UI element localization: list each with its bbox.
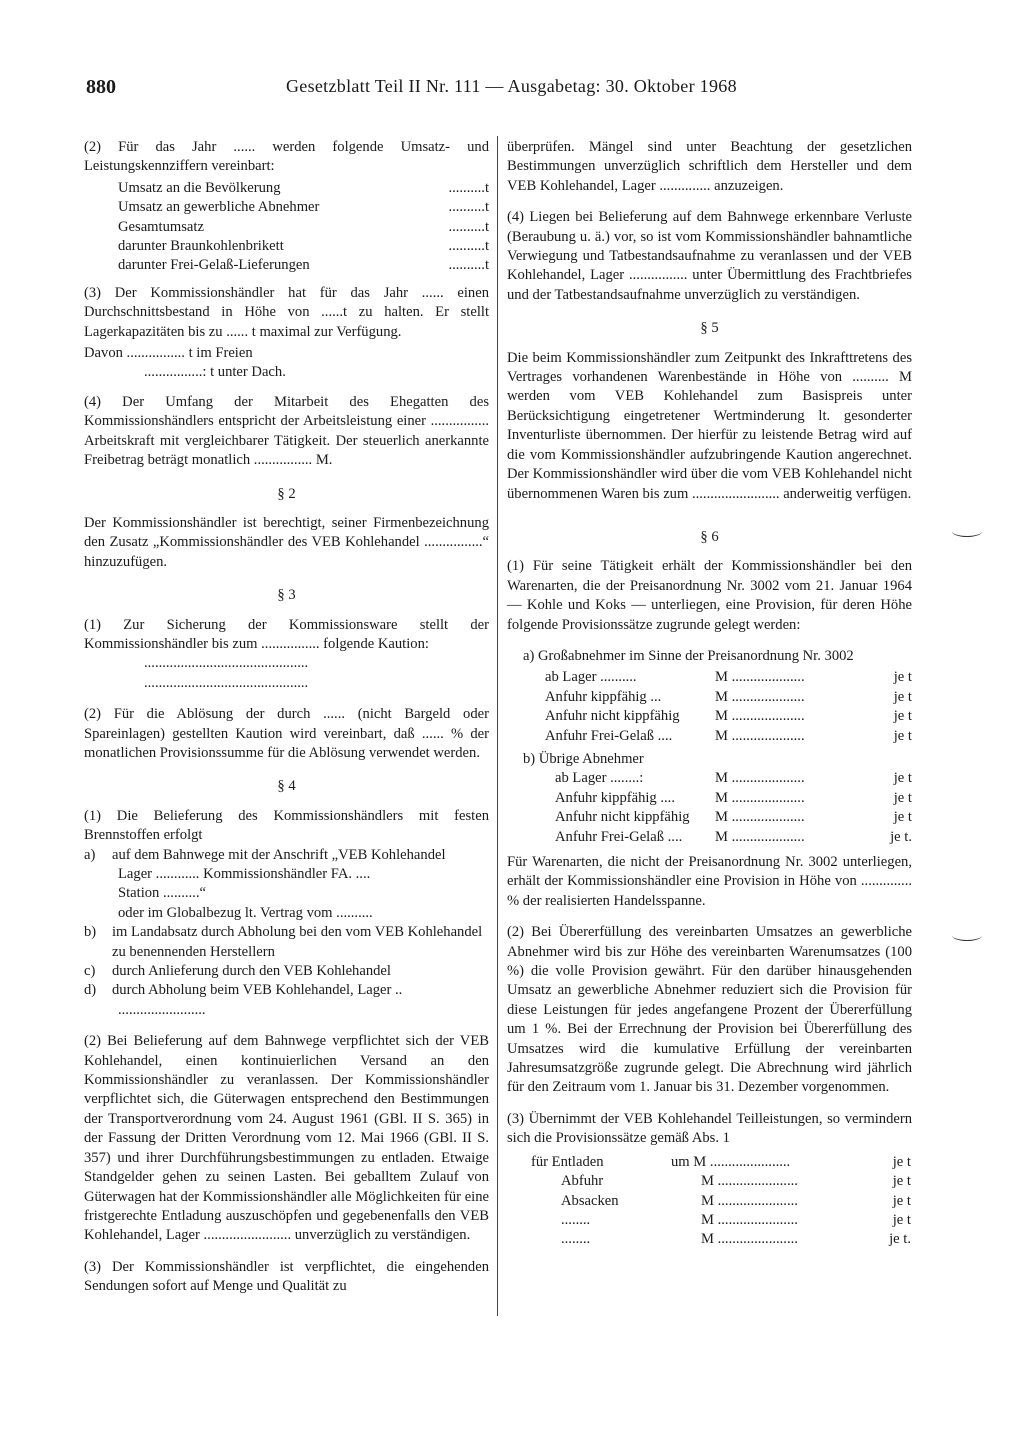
section-6-p2: (2) Bei Übererfüllung des vereinbarten Umsatzes an gewerbliche Abnehmer wird bis zur Höhe des vereinbarten Warenumsatzes (100 %) die volle Provision gewährt. Für den darüber hinausgehenden Umsatz an gewerbliche Abnehmer reduziert sich die Provision für diese Leistungen für jedes angefangene Prozent der Übererfüllung um 1 %. Bei der Errechnung der Provision bei Übererfüllung des Umsatzes wird die kumulative Erfüllung der vereinbarten Jahresumsatzgröße zugrunde gelegt. Die Abrechnung wird jährlich für den Zeitraum vom 1. Januar bis 31. Dezember vorgenommen. [507, 924, 912, 1096]
rate-row: ........ M ...................... je t [561, 1211, 911, 1228]
davon-line-1: Davon ................ t im Freien [84, 345, 253, 362]
paragraph-3: (3) Der Kommissionshändler hat für das Jahr ...... einen Durchschnittsbestand in Höhe von ......t zu halten. Er stellt Lagerkapazitäten bis zu ...... t maximal zur Verfügung. [84, 284, 489, 340]
section-5-text: Die beim Kommissionshändler zum Zeitpunkt des Inkrafttretens des Vertrages vorhandenen Warenbestände in Höhe von .......... M werden vom VEB Kohlehandel zum Basispreis unter Berücksichtigung eingetretener Wertminderung lt. gesonderter Inventurliste übernommen. Der hierfür zu leistende Betrag wird auf die vom Kommissionshändler aufzubringende Kaution angerechnet. Der Kommissionshändler wird über die vom VEB Kohlehandel nicht übernommenen Waren bis zum ........................ anderweitig verfügen. [507, 349, 912, 502]
rate-row: ab Lager ........: M .................... je t [555, 770, 912, 787]
margin-mark [952, 930, 982, 941]
page-title: Gesetzblatt Teil II Nr. 111 — Ausgabetag: 30. Oktober 1968 [286, 76, 737, 96]
section-4-p2: (2) Bei Belieferung auf dem Bahnwege verpflichtet sich der VEB Kohlehandel, einen kontinuierlichen Versand an den Kommissionshändler zu veranlassen. Der Kommissionshändler verpflichtet sich, die Güterwagen entsprechend den Bestimmungen der Transportverordnung vom 24. August 1961 (GBl. II S. 365) in der Fassung der Dritten Verordnung vom 12. Mai 1966 (GBl. II S. 357) und ihrer Durchführungsbestimmungen zu entladen. Etwaige Standgelder gehen zu seinen Lasten. Bei geballtem Zulauf von Güterwagen hat der Kommissionshändler alle Möglichkeiten für eine fristgerechte Entladung auszuschöpfen und gegebenenfalls den VEB Kohlehandel, Lager ........................ unverzüglich zu verständigen. [84, 1033, 489, 1244]
rate-row: Anfuhr nicht kippfähig M .................... je t [545, 708, 912, 725]
rates-a [507, 668, 912, 746]
kennziffer-row: Umsatz an die Bevölkerung ..........t [118, 179, 489, 196]
section-3-p2: (2) Für die Ablösung der durch ...... (nicht Bargeld oder Spareinlagen) gestellten Kaution wird vereinbart, daß ...... % der monatlichen Provisionssumme für die Ablösung verwendet werden. [84, 706, 489, 761]
list-item-b: b) im Landabsatz durch Abholung bei den vom VEB Kohlehandel zu benennenden Herstellern [84, 924, 483, 960]
list-item-a-station: Station ..........“ [118, 885, 206, 902]
list-item-d: d) durch Abholung beim VEB Kohlehandel, Lager .. [84, 982, 403, 999]
kaution-dots-2: ............................................. [144, 674, 309, 691]
davon-line-2: ................: t unter Dach. [144, 364, 286, 381]
right-column [507, 138, 912, 1250]
list-item-a-oder: oder im Globalbezug lt. Vertrag vom .......... [118, 904, 373, 921]
rates-b [507, 769, 912, 847]
section-6-other: Für Warenarten, die nicht der Preisanordnung Nr. 3002 unterliegen, erhält der Kommissionshändler eine Provision in Höhe von .............. % der realisierten Handelsspanne. [507, 854, 912, 909]
left-column [84, 138, 489, 1309]
kennziffer-row: darunter Frei-Gelaß-Lieferungen ..........t [118, 257, 489, 274]
section-3-p1: (1) Zur Sicherung der Kommissionsware stellt der Kommissionshändler bis zum ................ folgende Kaution: [84, 616, 489, 652]
section-5-title: § 5 [700, 320, 719, 337]
list-item-a: a) auf dem Bahnwege mit der Anschrift „VEB Kohlehandel [84, 846, 446, 863]
rate-row: ........ M ...................... je t. [561, 1231, 911, 1248]
kaution-dots-1: ............................................. [144, 655, 309, 672]
rate-row: Anfuhr Frei-Gelaß .... M .................... je t [545, 727, 912, 744]
section-3-title: § 3 [277, 587, 296, 604]
kennziffern-list [84, 179, 489, 276]
paragraph-2-intro: (2) Für das Jahr ...... werden folgende Umsatz- und Leistungskennziffern vereinbart: [84, 139, 489, 175]
list-item-a-lager: Lager ............ Kommissionshändler FA. .... [118, 866, 371, 882]
kennziffer-row: Gesamtumsatz ..........t [118, 218, 489, 235]
section-6-a-heading: a) Großabnehmer im Sinne der Preisanordnung Nr. 3002 [523, 647, 854, 664]
section-4-title: § 4 [277, 778, 296, 795]
section-4-p4: (4) Liegen bei Belieferung auf dem Bahnwege erkennbare Verluste (Beraubung u. ä.) vor, so ist vom Kommissionshändler bahnamtliche Verwiegung und Tatbestandsaufnahme zu veranlassen und der VEB Kohlehandel, Lager ................ unter Übermittlung des Frachtbriefes und der Tatbestandsaufnahme unverzüglich zu verständigen. [507, 209, 912, 303]
rate-row: Abfuhr M ...................... je t [561, 1173, 911, 1190]
rate-row: Absacken M ...................... je t [561, 1192, 911, 1209]
paragraph-4: (4) Der Umfang der Mitarbeit des Ehegatten des Kommissionshändlers entspricht der Arbeitsleistung einer ................ Arbeitskraft mit vergleichbarer Tätigkeit. Der steuerlich anerkannte Freibetrag beträgt monatlich ................ M. [84, 393, 489, 469]
rate-row: Anfuhr kippfähig ... M .................... je t [545, 688, 912, 705]
rate-row: Anfuhr Frei-Gelaß .... M .................... je t. [555, 828, 912, 845]
page-number: 880 [86, 76, 116, 98]
section-6-p3: (3) Übernimmt der VEB Kohlehandel Teilleistungen, so vermindern sich die Provisionssätze gemäß Abs. 1 [507, 1110, 912, 1147]
rate-row: Anfuhr kippfähig .... M .................... je t [555, 789, 912, 806]
section-6-b-heading: b) Übrige Abnehmer [523, 750, 644, 767]
column-divider [497, 136, 498, 1316]
section-2-title: § 2 [277, 485, 296, 502]
kennziffer-row: darunter Braunkohlenbrikett ..........t [118, 238, 489, 255]
rate-row: Anfuhr nicht kippfähig M .................... je t [555, 809, 912, 826]
rates-reductions [507, 1153, 912, 1250]
section-4-p1: (1) Die Belieferung des Kommissionshändlers mit festen Brennstoffen erfolgt [84, 807, 489, 844]
section-6-title: § 6 [700, 528, 719, 545]
list-item-c: c) durch Anlieferung durch den VEB Kohlehandel [84, 963, 391, 980]
margin-mark [952, 526, 982, 537]
section-2-text: Der Kommissionshändler ist berechtigt, seiner Firmenbezeichnung den Zusatz „Kommissionshändler des VEB Kohlehandel ................“ hinzuzufügen. [84, 514, 489, 570]
section-6-p1: (1) Für seine Tätigkeit erhält der Kommissionshändler bei den Warenarten, die der Preisanordnung Nr. 3002 vom 21. Januar 1964 — Kohle und Koks — unterliegen, eine Provision, für deren Höhe folgende Provisionssätze zugrunde gelegt werden: [507, 558, 912, 633]
kennziffer-row: Umsatz an gewerbliche Abnehmer ..........t [118, 199, 489, 216]
rate-row: für Entladen um M ...................... je t [531, 1153, 911, 1170]
page-header [86, 76, 886, 106]
section-4-p3: (3) Der Kommissionshändler ist verpflichtet, die eingehenden Sendungen sofort auf Menge und Qualität zu [84, 1258, 489, 1295]
rate-row: ab Lager .......... M .................... je t [545, 669, 912, 686]
continued-paragraph: überprüfen. Mängel sind unter Beachtung der gesetzlichen Bestimmungen unverzüglich schriftlich dem Hersteller und dem VEB Kohlehandel, Lager .............. anzuzeigen. [507, 139, 912, 194]
list-item-d-dots: ........................ [118, 1001, 206, 1018]
